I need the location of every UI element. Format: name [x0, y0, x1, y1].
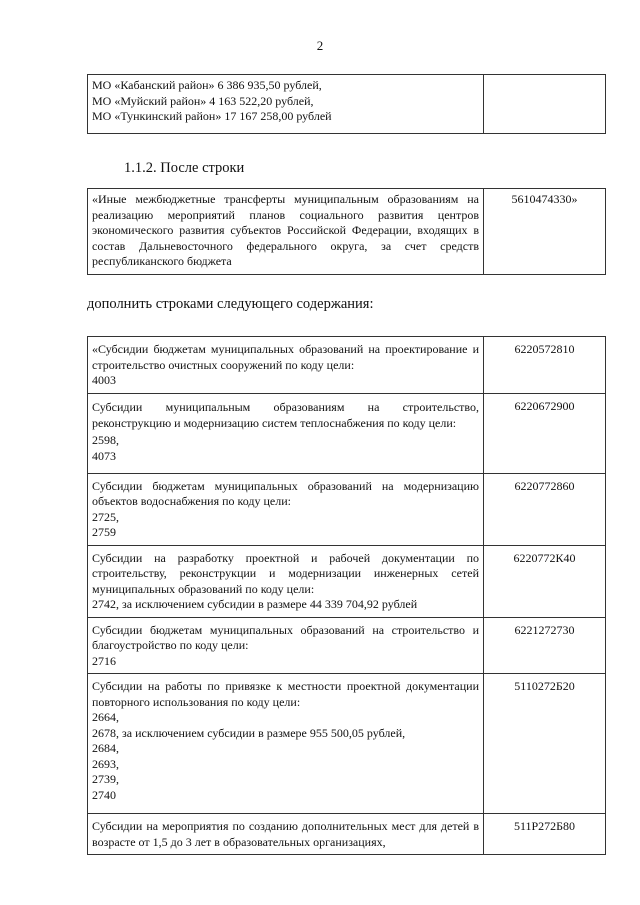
target-code: 4073	[92, 449, 116, 463]
table-reference-row	[87, 188, 606, 275]
row-text-cell	[88, 393, 484, 473]
row-text-cell	[88, 674, 484, 814]
municipality-line-3: МО «Тункинский район» 17 167 258,00 рублей	[92, 109, 332, 123]
row-text-cell	[88, 545, 484, 617]
page-number: 2	[316, 38, 324, 53]
row-text-cell: «Иные межбюджетные трансферты муниципальным образованиям на реализацию мероприятий планов социального развития центров экономического развития субъектов Российской Федерации, входящих в состав Дальневосточного федерального округа, за счет средств республиканского бюджета	[88, 189, 484, 275]
row-code-cell: 5610474330»	[484, 189, 606, 275]
municipality-line-2: МО «Муйский район» 4 163 522,20 рублей,	[92, 93, 314, 108]
target-code: 2598,	[92, 432, 119, 447]
row-text-cell	[88, 75, 484, 134]
target-code: 2742, за исключением субсидии в размере 44 339 704,92 рублей	[92, 597, 418, 611]
table-row	[88, 814, 606, 855]
target-code: 2739,	[92, 772, 119, 786]
row-description: Субсидии муниципальным образованиям на строительство, реконструкцию и модернизацию систем теплоснабжения по коду цели:	[92, 399, 479, 430]
row-text-cell	[88, 617, 484, 674]
row-description: «Субсидии бюджетам муниципальных образований на проектирование и строительство очистных сооружений по коду цели:	[92, 342, 479, 372]
row-code-cell: 6221272730	[484, 617, 606, 674]
target-code: 2678, за исключением субсидии в размере 955 500,05 рублей,	[92, 725, 406, 740]
row-code-cell: 6220772К40	[484, 545, 606, 617]
table-row	[88, 617, 606, 674]
row-text-cell	[88, 814, 484, 855]
section-heading: 1.1.2. После строки	[124, 160, 245, 176]
table-row	[88, 393, 606, 473]
target-code: 2740	[92, 787, 116, 802]
row-description: Субсидии бюджетам муниципальных образований на модернизацию объектов водоснабжения по коду цели:	[92, 478, 479, 508]
row-description: Субсидии на работы по привязке к местности проектной документации повторного использования по коду цели:	[92, 679, 479, 709]
row-code-cell: 5110272Б20	[484, 674, 606, 814]
row-code-cell	[484, 75, 606, 134]
table-row	[88, 75, 606, 134]
table-new-rows	[87, 336, 606, 855]
table-row	[88, 473, 606, 545]
target-code: 2664,	[92, 710, 119, 724]
municipality-line-1: МО «Кабанский район» 6 386 935,50 рублей,	[92, 78, 322, 92]
row-description: Субсидии бюджетам муниципальных образований на строительство и благоустройство по коду цели:	[92, 622, 479, 652]
row-text-cell	[88, 473, 484, 545]
target-code: 2684,	[92, 741, 119, 755]
supplement-heading: дополнить строками следующего содержания:	[87, 296, 374, 312]
row-text-cell	[88, 337, 484, 394]
row-description: Субсидии на разработку проектной и рабочей документации по строительству, реконструкции и модернизации инженерных сетей муниципальных образований по коду цели:	[92, 550, 479, 596]
target-code: 4003	[92, 373, 116, 387]
target-code: 2725,	[92, 509, 119, 524]
table-row	[88, 337, 606, 394]
target-code: 2716	[92, 653, 116, 668]
row-description: Субсидии на мероприятия по созданию дополнительных мест для детей в возрасте от 1,5 до 3 лет в образовательных организациях,	[92, 819, 479, 849]
table-previous-rows	[87, 74, 606, 134]
table-row	[88, 674, 606, 814]
table-row	[88, 545, 606, 617]
table-row	[88, 189, 606, 275]
row-code-cell: 6220572810	[484, 337, 606, 394]
row-code-cell: 6220772860	[484, 473, 606, 545]
row-code-cell: 511Р272Б80	[484, 814, 606, 855]
target-code: 2693,	[92, 756, 119, 771]
row-code-cell: 6220672900	[484, 393, 606, 473]
target-code: 2759	[92, 525, 116, 539]
